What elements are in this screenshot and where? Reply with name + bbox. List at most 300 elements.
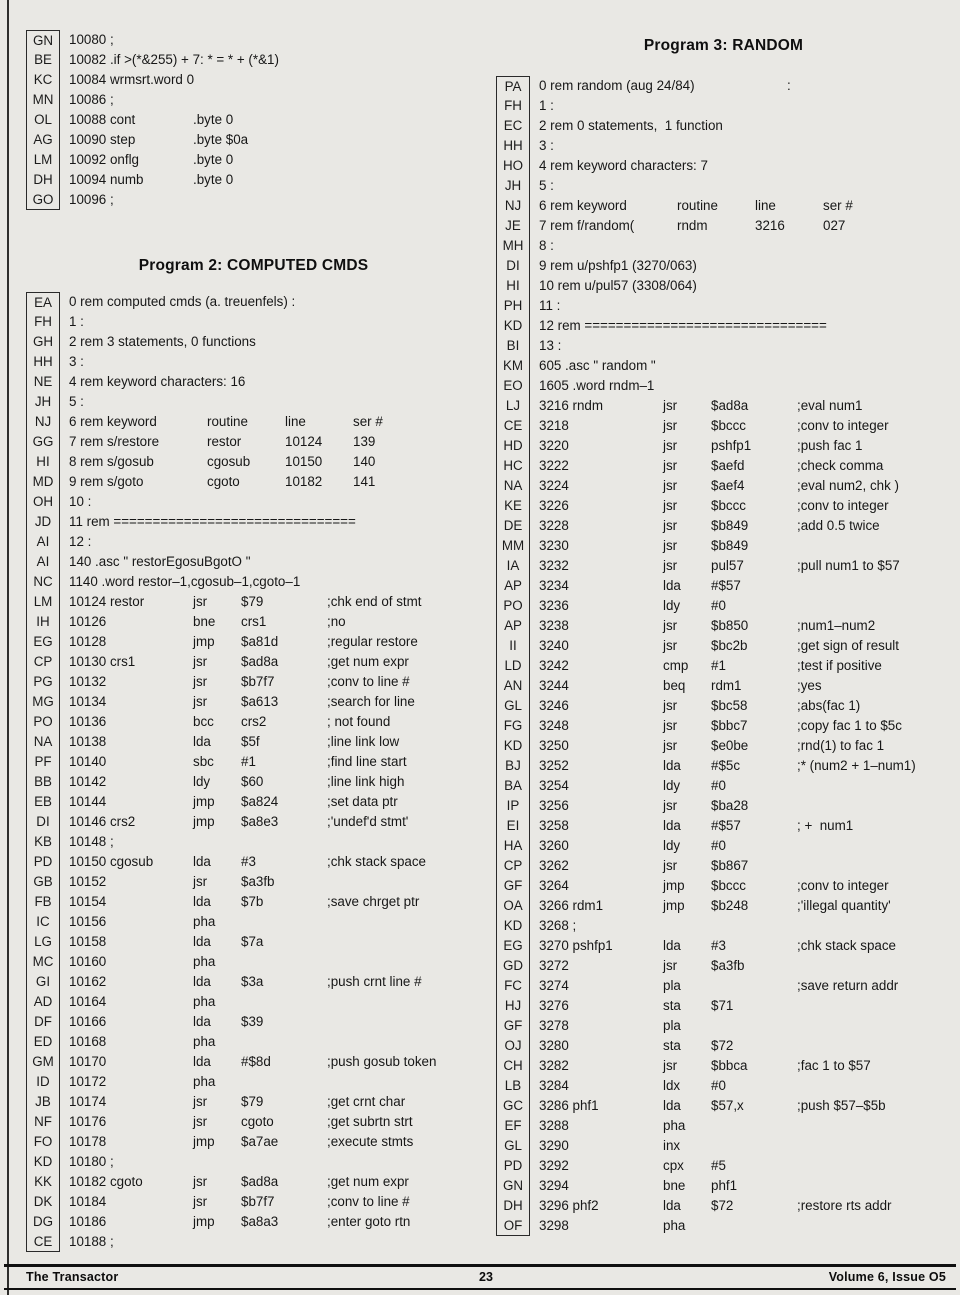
code-line: 3250 jsr $e0be ;rnd(1) to fac 1 xyxy=(539,738,885,753)
checksum-code: MM xyxy=(496,536,530,556)
listing-row xyxy=(26,372,481,392)
checksum-code: OJ xyxy=(496,1036,530,1056)
listing-row xyxy=(496,256,951,276)
code-line: 3280 sta $72 xyxy=(539,1038,734,1053)
code-line: 10156 pha xyxy=(69,914,216,929)
listing-row xyxy=(26,612,481,632)
code-line: 10138 lda $5f ;line link low xyxy=(69,734,400,749)
code-line: 3232 jsr pul57 ;pull num1 to $57 xyxy=(539,558,900,573)
code-line: 3268 ; xyxy=(539,918,577,933)
checksum-code: NC xyxy=(26,572,60,592)
listing-row xyxy=(26,352,481,372)
code-line: 3288 pha xyxy=(539,1118,686,1133)
code-line: 10174 jsr $79 ;get crnt char xyxy=(69,1094,406,1109)
listing-row xyxy=(26,552,481,572)
checksum-code: LJ xyxy=(496,396,530,416)
listing-row xyxy=(496,696,951,716)
checksum-code: HA xyxy=(496,836,530,856)
code-line: 3252 lda #$5c ;* (num2 + 1–num1) xyxy=(539,758,916,773)
code-line: 10080 ; xyxy=(69,32,114,47)
code-line: 10094 numb .byte 0 xyxy=(69,172,234,187)
code-line: 3256 jsr $ba28 xyxy=(539,798,749,813)
code-line: 3246 jsr $bc58 ;abs(fac 1) xyxy=(539,698,861,713)
checksum-code: DK xyxy=(26,1192,60,1212)
listing-row xyxy=(496,436,951,456)
checksum-code: JD xyxy=(26,512,60,532)
listing-row xyxy=(26,190,481,210)
checksum-code: DI xyxy=(26,812,60,832)
checksum-code: IH xyxy=(26,612,60,632)
listing-row xyxy=(496,936,951,956)
checksum-code: PO xyxy=(26,712,60,732)
code-line: 1 : xyxy=(539,98,554,113)
code-line: 10082 .if >(*&255) + 7: * = * + (*&1) xyxy=(69,52,279,67)
checksum-code: FH xyxy=(496,96,530,116)
checksum-code: CH xyxy=(496,1056,530,1076)
code-line: 10158 lda $7a xyxy=(69,934,264,949)
listing-row xyxy=(26,852,481,872)
listing-row xyxy=(496,176,951,196)
listing-row xyxy=(496,916,951,936)
code-line: 11 : xyxy=(539,298,561,313)
checksum-code: EB xyxy=(26,792,60,812)
code-line: 7 rem s/restore restor 10124 139 xyxy=(69,434,376,449)
listing-row xyxy=(26,952,481,972)
checksum-code: MD xyxy=(26,472,60,492)
code-line: 10140 sbc #1 ;find line start xyxy=(69,754,407,769)
checksum-code: AG xyxy=(26,130,60,150)
listing-row xyxy=(26,452,481,472)
checksum-code: GF xyxy=(496,1016,530,1036)
right-column xyxy=(496,30,951,1236)
code-line: 13 : xyxy=(539,338,562,353)
code-line: 1 : xyxy=(69,314,84,329)
code-line: 3292 cpx #5 xyxy=(539,1158,726,1173)
code-line: 10178 jmp $a7ae ;execute stmts xyxy=(69,1134,414,1149)
code-line: 10154 lda $7b ;save chrget ptr xyxy=(69,894,420,909)
code-line: 3216 rndm jsr $ad8a ;eval num1 xyxy=(539,398,863,413)
code-line: 9 rem s/goto cgoto 10182 141 xyxy=(69,474,376,489)
checksum-code: FO xyxy=(26,1132,60,1152)
program-3-title: Program 3: RANDOM xyxy=(643,37,804,54)
checksum-code: PD xyxy=(496,1156,530,1176)
checksum-code: GD xyxy=(496,956,530,976)
listing-row xyxy=(26,1192,481,1212)
code-line: 8 : xyxy=(539,238,554,253)
checksum-code: NF xyxy=(26,1112,60,1132)
checksum-code: KE xyxy=(496,496,530,516)
checksum-code: DH xyxy=(496,1196,530,1216)
code-line: 3296 phf2 lda $72 ;restore rts addr xyxy=(539,1198,892,1213)
checksum-code: CE xyxy=(496,416,530,436)
listing-row xyxy=(496,1096,951,1116)
checksum-code: MC xyxy=(26,952,60,972)
listing-row xyxy=(496,876,951,896)
checksum-code: NJ xyxy=(496,196,530,216)
listing-row xyxy=(26,912,481,932)
listing-row xyxy=(26,110,481,130)
code-line: 140 .asc " restorEgosuBgotO " xyxy=(69,554,251,569)
checksum-code: PD xyxy=(26,852,60,872)
listing-row xyxy=(26,692,481,712)
listing-row xyxy=(26,772,481,792)
checksum-code: MG xyxy=(26,692,60,712)
checksum-code: MH xyxy=(496,236,530,256)
checksum-code: HD xyxy=(496,436,530,456)
listing-row xyxy=(496,596,951,616)
listing-row xyxy=(26,512,481,532)
checksum-code: AI xyxy=(26,532,60,552)
listing-row xyxy=(26,712,481,732)
checksum-code: KK xyxy=(26,1172,60,1192)
checksum-code: HH xyxy=(26,352,60,372)
listing-row xyxy=(496,96,951,116)
code-line: 4 rem keyword characters: 16 xyxy=(69,374,246,389)
listing-row xyxy=(26,1112,481,1132)
listing-row xyxy=(496,456,951,476)
checksum-code: BA xyxy=(496,776,530,796)
listing-row xyxy=(26,50,481,70)
code-line: 12 rem =============================== xyxy=(539,318,827,333)
code-line: 11 rem =============================== xyxy=(69,514,356,529)
code-line: 10176 jsr cgoto ;get subrtn strt xyxy=(69,1114,413,1129)
code-line: 10128 jmp $a81d ;regular restore xyxy=(69,634,418,649)
listing-row xyxy=(26,972,481,992)
listing-row xyxy=(26,1012,481,1032)
code-line: 10162 lda $3a ;push crnt line # xyxy=(69,974,422,989)
checksum-code: DI xyxy=(496,256,530,276)
checksum-code: BE xyxy=(26,50,60,70)
checksum-code: KD xyxy=(26,1152,60,1172)
code-line: 3254 ldy #0 xyxy=(539,778,726,793)
listing-row xyxy=(496,316,951,336)
code-line: 10132 jsr $b7f7 ;conv to line # xyxy=(69,674,410,689)
code-line: 3270 pshfp1 lda #3 ;chk stack space xyxy=(539,938,896,953)
listing-row xyxy=(26,792,481,812)
code-line: 10084 wrmsrt.word 0 xyxy=(69,72,195,87)
checksum-code: OF xyxy=(496,1216,530,1236)
checksum-code: GI xyxy=(26,972,60,992)
listing-row xyxy=(496,76,951,96)
listing-row xyxy=(26,992,481,1012)
listing-row xyxy=(496,516,951,536)
checksum-code: GB xyxy=(26,872,60,892)
listing-row xyxy=(26,332,481,352)
page-footer xyxy=(4,1264,956,1290)
checksum-code: JE xyxy=(496,216,530,236)
code-line: 3230 jsr $b849 xyxy=(539,538,749,553)
listing-row xyxy=(496,756,951,776)
code-line: 3274 pla ;save return addr xyxy=(539,978,899,993)
listing-row xyxy=(496,836,951,856)
code-line: 3220 jsr pshfp1 ;push fac 1 xyxy=(539,438,863,453)
checksum-code: OA xyxy=(496,896,530,916)
listing-row xyxy=(496,336,951,356)
code-line: 10180 ; xyxy=(69,1154,114,1169)
checksum-code: JB xyxy=(26,1092,60,1112)
listing-row xyxy=(26,592,481,612)
code-line: 3276 sta $71 xyxy=(539,998,734,1013)
listing-row xyxy=(26,632,481,652)
listing-row xyxy=(496,716,951,736)
checksum-code: KD xyxy=(496,316,530,336)
code-line: 3244 beq rdm1 ;yes xyxy=(539,678,822,693)
code-line: 3286 phf1 lda $57,x ;push $57–$5b xyxy=(539,1098,886,1113)
listing-row xyxy=(496,476,951,496)
listing-row xyxy=(26,652,481,672)
code-line: 10152 jsr $a3fb xyxy=(69,874,275,889)
code-line: 10184 jsr $b7f7 ;conv to line # xyxy=(69,1194,410,1209)
code-line: 10136 bcc crs2 ; not found xyxy=(69,714,391,729)
checksum-code: PF xyxy=(26,752,60,772)
checksum-code: MN xyxy=(26,90,60,110)
checksum-code: CP xyxy=(26,652,60,672)
code-line: 3224 jsr $aef4 ;eval num2, chk ) xyxy=(539,478,899,493)
checksum-code: JH xyxy=(26,392,60,412)
checksum-code: CE xyxy=(26,1232,60,1252)
listing-row xyxy=(496,236,951,256)
listing-row xyxy=(496,136,951,156)
footer-page-number: 23 xyxy=(479,1270,493,1284)
code-line: 6 rem keyword routine line ser # xyxy=(539,198,853,213)
checksum-code: NA xyxy=(26,732,60,752)
checksum-code: FG xyxy=(496,716,530,736)
listing-row xyxy=(26,312,481,332)
listing-row xyxy=(496,376,951,396)
listing-row xyxy=(496,1116,951,1136)
listing-row xyxy=(26,532,481,552)
listing-row xyxy=(26,1232,481,1252)
listing-row xyxy=(26,392,481,412)
checksum-code: IA xyxy=(496,556,530,576)
checksum-code: ID xyxy=(26,1072,60,1092)
code-line: 10164 pha xyxy=(69,994,216,1009)
listing-row xyxy=(496,1216,951,1236)
checksum-code: BJ xyxy=(496,756,530,776)
code-line: 10146 crs2 jmp $a8e3 ;'undef'd stmt' xyxy=(69,814,409,829)
checksum-code: IC xyxy=(26,912,60,932)
listing-row xyxy=(26,932,481,952)
checksum-code: LM xyxy=(26,592,60,612)
checksum-code: GN xyxy=(496,1176,530,1196)
checksum-code: EI xyxy=(496,816,530,836)
listing-block-program1-end xyxy=(26,30,481,210)
listing-row xyxy=(26,1212,481,1232)
checksum-code: EF xyxy=(496,1116,530,1136)
footer-volume-issue: Volume 6, Issue O5 xyxy=(828,1270,946,1284)
checksum-code: EO xyxy=(496,376,530,396)
checksum-code: HC xyxy=(496,456,530,476)
checksum-code: NA xyxy=(496,476,530,496)
code-line: 10172 pha xyxy=(69,1074,216,1089)
listing-row xyxy=(496,896,951,916)
listing-block-program3 xyxy=(496,76,951,1236)
code-line: 0 rem computed cmds (a. treuenfels) : xyxy=(69,294,296,309)
checksum-code: DF xyxy=(26,1012,60,1032)
code-line: 10 rem u/pul57 (3308/064) xyxy=(539,278,697,293)
checksum-code: EA xyxy=(26,292,60,312)
listing-row xyxy=(496,1176,951,1196)
code-line: 10096 ; xyxy=(69,192,114,207)
checksum-code: LB xyxy=(496,1076,530,1096)
checksum-code: FH xyxy=(26,312,60,332)
checksum-code: GG xyxy=(26,432,60,452)
listing-row xyxy=(496,1136,951,1156)
listing-row xyxy=(496,796,951,816)
listing-row xyxy=(496,216,951,236)
checksum-code: HJ xyxy=(496,996,530,1016)
checksum-code: HI xyxy=(26,452,60,472)
checksum-code: AN xyxy=(496,676,530,696)
listing-block-program2 xyxy=(26,292,481,1252)
listing-row xyxy=(26,732,481,752)
code-line: 3226 jsr $bccc ;conv to integer xyxy=(539,498,889,513)
code-line: 10088 cont .byte 0 xyxy=(69,112,234,127)
code-line: 10150 cgosub lda #3 ;chk stack space xyxy=(69,854,426,869)
listing-row xyxy=(496,1156,951,1176)
listing-row xyxy=(496,956,951,976)
listing-row xyxy=(26,30,481,50)
checksum-code: EG xyxy=(496,936,530,956)
listing-row xyxy=(496,1036,951,1056)
code-line: 10182 cgoto jsr $ad8a ;get num expr xyxy=(69,1174,409,1189)
listing-row xyxy=(26,130,481,150)
code-line: 10126 bne crs1 ;no xyxy=(69,614,346,629)
listing-row xyxy=(26,872,481,892)
code-line: 7 rem f/random( rndm 3216 027 xyxy=(539,218,846,233)
code-line: 6 rem keyword routine line ser # xyxy=(69,414,383,429)
checksum-code: AI xyxy=(26,552,60,572)
listing-row xyxy=(26,1092,481,1112)
code-line: 10124 restor jsr $79 ;chk end of stmt xyxy=(69,594,422,609)
code-line: 10090 step .byte $0a xyxy=(69,132,249,147)
code-line: 3258 lda #$57 ; + num1 xyxy=(539,818,854,833)
code-line: 3236 ldy #0 xyxy=(539,598,726,613)
listing-row xyxy=(496,536,951,556)
code-line: 3240 jsr $bc2b ;get sign of result xyxy=(539,638,899,653)
checksum-code: ED xyxy=(26,1032,60,1052)
listing-row xyxy=(26,1132,481,1152)
page-edge-scan-line xyxy=(7,0,9,1295)
code-line: 3228 jsr $b849 ;add 0.5 twice xyxy=(539,518,880,533)
listing-row xyxy=(496,776,951,796)
checksum-code: BI xyxy=(496,336,530,356)
listing-row xyxy=(496,276,951,296)
code-line: 9 rem u/pshfp1 (3270/063) xyxy=(539,258,697,273)
code-line: 4 rem keyword characters: 7 xyxy=(539,158,708,173)
checksum-code: IP xyxy=(496,796,530,816)
checksum-code: KD xyxy=(496,916,530,936)
listing-row xyxy=(496,296,951,316)
listing-row xyxy=(496,556,951,576)
listing-row xyxy=(26,1152,481,1172)
checksum-code: DG xyxy=(26,1212,60,1232)
checksum-code: GO xyxy=(26,190,60,210)
checksum-code: KM xyxy=(496,356,530,376)
code-line: 10186 jmp $a8a3 ;enter goto rtn xyxy=(69,1214,411,1229)
listing-row xyxy=(496,196,951,216)
code-line: 10166 lda $39 xyxy=(69,1014,264,1029)
listing-row xyxy=(496,116,951,136)
listing-row xyxy=(26,1032,481,1052)
listing-row xyxy=(496,576,951,596)
checksum-code: KD xyxy=(496,736,530,756)
listing-row xyxy=(496,656,951,676)
listing-row xyxy=(496,976,951,996)
listing-row xyxy=(496,856,951,876)
checksum-code: GH xyxy=(26,332,60,352)
code-line: 3 : xyxy=(69,354,84,369)
listing-row xyxy=(496,676,951,696)
listing-row xyxy=(26,472,481,492)
code-line: 3234 lda #$57 xyxy=(539,578,741,593)
listing-row xyxy=(26,412,481,432)
checksum-code: KB xyxy=(26,832,60,852)
code-line: 10160 pha xyxy=(69,954,216,969)
code-line: 1140 .word restor–1,cgosub–1,cgoto–1 xyxy=(69,574,301,589)
code-line: 10188 ; xyxy=(69,1234,114,1249)
checksum-code: LD xyxy=(496,656,530,676)
listing-row xyxy=(496,736,951,756)
code-line: 3284 ldx #0 xyxy=(539,1078,726,1093)
code-line: 10148 ; xyxy=(69,834,114,849)
code-line: 10086 ; xyxy=(69,92,114,107)
listing-row xyxy=(496,496,951,516)
code-line: 0 rem random (aug 24/84) : xyxy=(539,78,791,93)
listing-row xyxy=(26,672,481,692)
checksum-code: GL xyxy=(496,696,530,716)
program-2-title: Program 2: COMPUTED CMDS xyxy=(138,257,369,274)
listing-row xyxy=(26,150,481,170)
code-line: 10092 onflg .byte 0 xyxy=(69,152,234,167)
checksum-code: CP xyxy=(496,856,530,876)
code-line: 10170 lda #$8d ;push gosub token xyxy=(69,1054,437,1069)
listing-row xyxy=(496,356,951,376)
listing-row xyxy=(26,492,481,512)
code-line: 5 : xyxy=(69,394,84,409)
code-line: 3264 jmp $bccc ;conv to integer xyxy=(539,878,889,893)
listing-row xyxy=(496,396,951,416)
code-line: 5 : xyxy=(539,178,554,193)
code-line: 3290 inx xyxy=(539,1138,681,1153)
listing-row xyxy=(496,1196,951,1216)
checksum-code: JH xyxy=(496,176,530,196)
code-line: 3262 jsr $b867 xyxy=(539,858,749,873)
listing-row xyxy=(26,1172,481,1192)
code-line: 3282 jsr $bbca ;fac 1 to $57 xyxy=(539,1058,871,1073)
listing-row xyxy=(496,1056,951,1076)
listing-row xyxy=(26,170,481,190)
code-line: 3278 pla xyxy=(539,1018,681,1033)
code-line: 10 : xyxy=(69,494,92,509)
checksum-code: NE xyxy=(26,372,60,392)
checksum-code: BB xyxy=(26,772,60,792)
code-line: 3218 jsr $bccc ;conv to integer xyxy=(539,418,889,433)
listing-row xyxy=(26,292,481,312)
checksum-code: FC xyxy=(496,976,530,996)
listing-row xyxy=(26,1052,481,1072)
checksum-code: HO xyxy=(496,156,530,176)
listing-row xyxy=(26,70,481,90)
checksum-code: EG xyxy=(26,632,60,652)
code-line: 2 rem 0 statements, 1 function xyxy=(539,118,723,133)
code-line: 3242 cmp #1 ;test if positive xyxy=(539,658,882,673)
left-column xyxy=(26,30,481,1252)
listing-row xyxy=(496,156,951,176)
code-line: 12 : xyxy=(69,534,92,549)
code-line: 3266 rdm1 jmp $b248 ;'illegal quantity' xyxy=(539,898,891,913)
code-line: 10134 jsr $a613 ;search for line xyxy=(69,694,415,709)
